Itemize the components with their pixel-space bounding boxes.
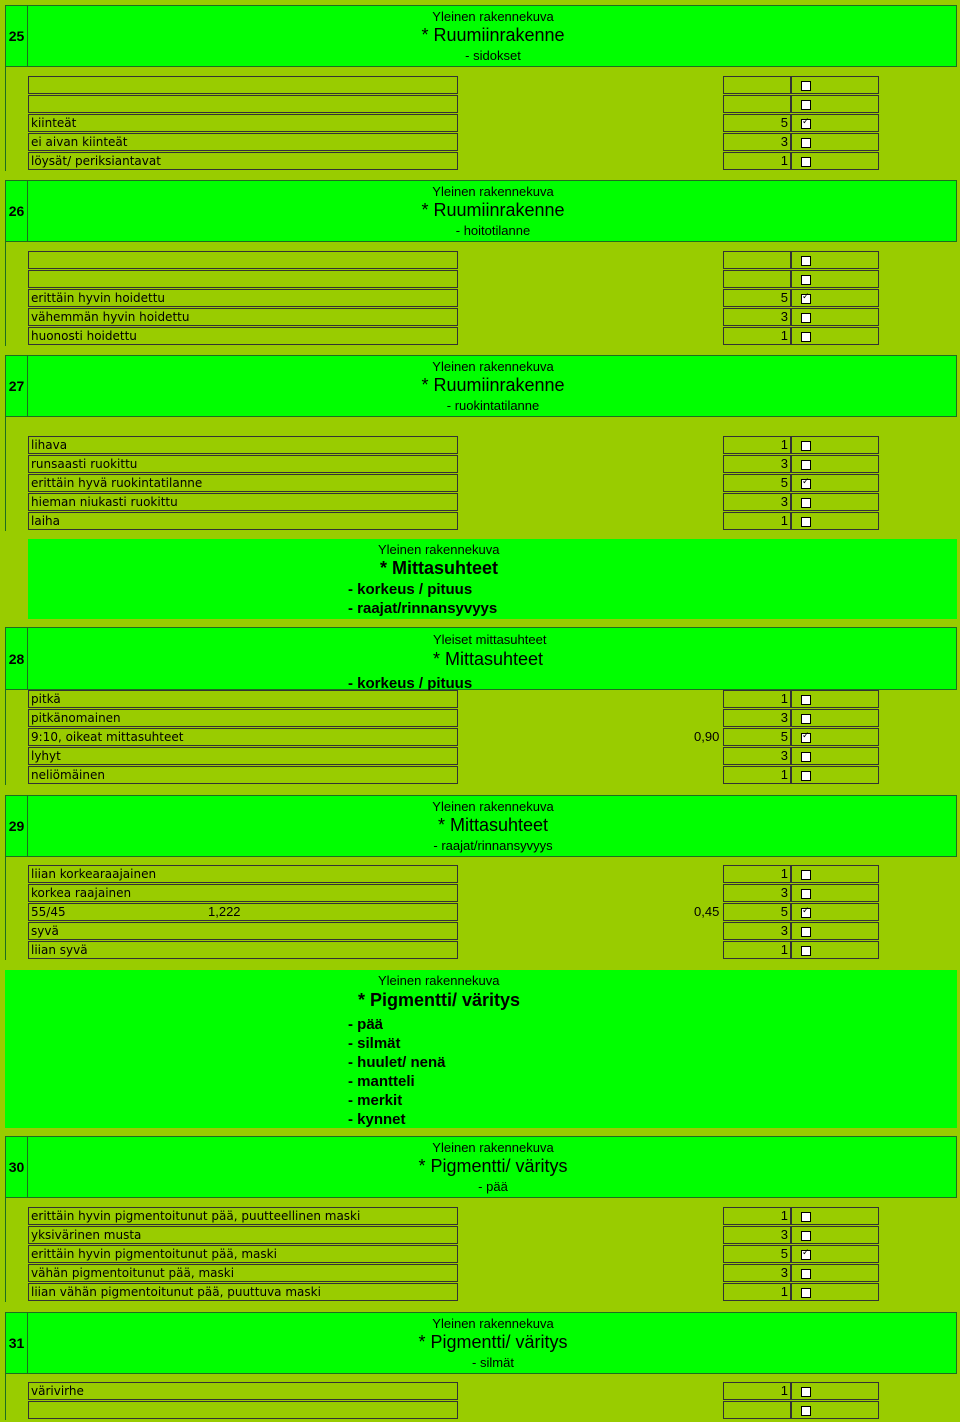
- measured-ratio: 0,90: [694, 729, 720, 744]
- option-checkbox-cell: [791, 766, 879, 784]
- option-checkbox-cell: [791, 474, 879, 492]
- intro-line: - pää: [348, 1016, 384, 1033]
- option-label: pitkä: [28, 690, 458, 708]
- option-checkbox-cell: [791, 1245, 879, 1263]
- option-score: 1: [723, 1283, 791, 1301]
- option-score: 3: [723, 133, 791, 151]
- left-border: [5, 1374, 28, 1420]
- option-score: 5: [723, 1245, 791, 1263]
- option-checkbox[interactable]: [801, 889, 811, 899]
- option-label: 55/45: [28, 903, 458, 921]
- option-score: 5: [723, 114, 791, 132]
- option-label: [28, 1401, 458, 1419]
- option-checkbox-cell: [791, 95, 879, 113]
- option-checkbox[interactable]: [801, 927, 811, 937]
- option-checkbox[interactable]: [801, 294, 811, 304]
- option-score: 1: [723, 512, 791, 530]
- option-label: kiinteät: [28, 114, 458, 132]
- option-checkbox[interactable]: [801, 157, 811, 167]
- intro-top-label: Yleinen rakennekuva: [378, 542, 500, 557]
- section-subtitle: - korkeus / pituus: [348, 675, 473, 692]
- option-label: erittäin hyvin pigmentoitunut pää, maski: [28, 1245, 458, 1263]
- option-checkbox[interactable]: [801, 460, 811, 470]
- option-checkbox[interactable]: [801, 1387, 811, 1397]
- left-border: [5, 690, 28, 785]
- option-label: yksivärinen musta: [28, 1226, 458, 1244]
- section-title: * Ruumiinrakenne: [421, 200, 565, 220]
- section-title: * Mittasuhteet: [433, 649, 544, 669]
- option-checkbox[interactable]: [801, 908, 811, 918]
- left-border: [5, 857, 28, 960]
- section-subtitle: - silmät: [472, 1355, 514, 1370]
- option-score: 1: [723, 1382, 791, 1400]
- option-checkbox-cell: [791, 941, 879, 959]
- option-label: värivirhe: [28, 1382, 458, 1400]
- intro-title: * Pigmentti/ väritys: [358, 990, 521, 1010]
- option-label: ei aivan kiinteät: [28, 133, 458, 151]
- intro-line: - korkeus / pituus: [348, 581, 473, 598]
- intro-line: - huulet/ nenä: [348, 1054, 446, 1071]
- option-label: erittäin hyvä ruokintatilanne: [28, 474, 458, 492]
- section-number: 27: [5, 355, 28, 417]
- intro-line: - raajat/rinnansyvyys: [348, 600, 498, 617]
- option-score: 1: [723, 1207, 791, 1225]
- section-number: 28: [5, 627, 28, 690]
- option-checkbox-cell: [791, 747, 879, 765]
- option-checkbox[interactable]: [801, 275, 811, 285]
- option-checkbox-cell: [791, 884, 879, 902]
- section-title: * Ruumiinrakenne: [421, 25, 565, 45]
- option-label: korkea raajainen: [28, 884, 458, 902]
- option-label: laiha: [28, 512, 458, 530]
- section-number: 30: [5, 1136, 28, 1198]
- option-checkbox[interactable]: [801, 1250, 811, 1260]
- option-score: 1: [723, 766, 791, 784]
- option-score: 5: [723, 903, 791, 921]
- option-score: 5: [723, 474, 791, 492]
- section-top-label: Yleiset mittasuhteet: [433, 632, 547, 647]
- option-checkbox-cell: [791, 270, 879, 288]
- option-checkbox[interactable]: [801, 1269, 811, 1279]
- option-score: 1: [723, 327, 791, 345]
- option-checkbox-cell: [791, 709, 879, 727]
- option-score: [723, 76, 791, 94]
- option-label: pitkänomainen: [28, 709, 458, 727]
- option-checkbox[interactable]: [801, 752, 811, 762]
- option-label: [28, 76, 458, 94]
- option-checkbox[interactable]: [801, 733, 811, 743]
- left-border: [5, 417, 28, 531]
- option-checkbox[interactable]: [801, 870, 811, 880]
- option-label: liian vähän pigmentoitunut pää, puuttuva maski: [28, 1283, 458, 1301]
- option-checkbox[interactable]: [801, 119, 811, 129]
- option-label: runsaasti ruokittu: [28, 455, 458, 473]
- section-number: 29: [5, 795, 28, 857]
- option-label: neliömäinen: [28, 766, 458, 784]
- option-label: erittäin hyvin hoidettu: [28, 289, 458, 307]
- section-subtitle: - pää: [478, 1179, 508, 1194]
- option-checkbox[interactable]: [801, 441, 811, 451]
- option-checkbox-cell: [791, 690, 879, 708]
- option-checkbox-cell: [791, 152, 879, 170]
- section-title: * Mittasuhteet: [437, 815, 549, 835]
- option-checkbox-cell: [791, 493, 879, 511]
- option-checkbox-cell: [791, 1207, 879, 1225]
- option-label: syvä: [28, 922, 458, 940]
- option-checkbox[interactable]: [801, 1212, 811, 1222]
- option-label: erittäin hyvin pigmentoitunut pää, puutteellinen maski: [28, 1207, 458, 1225]
- option-checkbox-cell: [791, 1283, 879, 1301]
- option-checkbox[interactable]: [801, 771, 811, 781]
- option-checkbox[interactable]: [801, 1406, 811, 1416]
- option-score: 3: [723, 493, 791, 511]
- option-label: huonosti hoidettu: [28, 327, 458, 345]
- option-checkbox[interactable]: [801, 256, 811, 266]
- intro-title: * Mittasuhteet: [380, 558, 499, 578]
- section-top-label: Yleinen rakennekuva: [432, 1316, 554, 1331]
- option-score: 5: [723, 728, 791, 746]
- option-checkbox-cell: [791, 1264, 879, 1282]
- option-checkbox-cell: [791, 1382, 879, 1400]
- option-score: 3: [723, 922, 791, 940]
- option-label: [28, 251, 458, 269]
- section-top-label: Yleinen rakennekuva: [432, 359, 554, 374]
- option-score: 1: [723, 865, 791, 883]
- option-checkbox-cell: [791, 133, 879, 151]
- section-number: 26: [5, 180, 28, 242]
- option-checkbox[interactable]: [801, 81, 811, 91]
- section-subtitle: - raajat/rinnansyvyys: [433, 838, 553, 853]
- option-label: liian korkearaajainen: [28, 865, 458, 883]
- section-subtitle: - sidokset: [465, 48, 521, 63]
- option-score: 5: [723, 289, 791, 307]
- option-checkbox[interactable]: [801, 946, 811, 956]
- section-top-label: Yleinen rakennekuva: [432, 1140, 554, 1155]
- option-checkbox-cell: [791, 512, 879, 530]
- intro-line: - kynnet: [348, 1111, 406, 1128]
- option-score: 3: [723, 709, 791, 727]
- section-title: * Pigmentti/ väritys: [418, 1332, 568, 1352]
- option-label: liian syvä: [28, 941, 458, 959]
- intro-top-label: Yleinen rakennekuva: [378, 973, 500, 988]
- option-score: 3: [723, 884, 791, 902]
- section-number: 25: [5, 5, 28, 67]
- option-checkbox-cell: [791, 327, 879, 345]
- option-checkbox[interactable]: [801, 313, 811, 323]
- option-label: 9:10, oikeat mittasuhteet: [28, 728, 458, 746]
- option-checkbox[interactable]: [801, 498, 811, 508]
- option-checkbox-cell: [791, 922, 879, 940]
- option-label: lihava: [28, 436, 458, 454]
- intro-line: - merkit: [348, 1092, 403, 1109]
- option-checkbox-cell: [791, 289, 879, 307]
- option-label: [28, 270, 458, 288]
- option-checkbox-cell: [791, 455, 879, 473]
- section-number: 31: [5, 1312, 28, 1374]
- section-subtitle: - ruokintatilanne: [446, 398, 540, 413]
- option-checkbox-cell: [791, 903, 879, 921]
- option-score: [723, 1401, 791, 1419]
- option-checkbox[interactable]: [801, 479, 811, 489]
- option-score: 1: [723, 941, 791, 959]
- section-top-label: Yleinen rakennekuva: [432, 184, 554, 199]
- option-checkbox-cell: [791, 308, 879, 326]
- section-top-label: Yleinen rakennekuva: [432, 799, 554, 814]
- measured-ratio: 0,45: [694, 904, 720, 919]
- option-label: vähemmän hyvin hoidettu: [28, 308, 458, 326]
- option-checkbox-cell: [791, 1226, 879, 1244]
- option-score: [723, 270, 791, 288]
- option-score: 1: [723, 152, 791, 170]
- option-score: 1: [723, 436, 791, 454]
- left-border: [5, 242, 28, 346]
- option-checkbox[interactable]: [801, 138, 811, 148]
- option-score: 3: [723, 308, 791, 326]
- option-checkbox[interactable]: [801, 100, 811, 110]
- option-checkbox[interactable]: [801, 517, 811, 527]
- measured-value: 1,222: [208, 904, 241, 919]
- option-score: 3: [723, 747, 791, 765]
- option-checkbox[interactable]: [801, 695, 811, 705]
- option-checkbox-cell: [791, 1401, 879, 1419]
- option-score: 3: [723, 1226, 791, 1244]
- option-label: [28, 95, 458, 113]
- option-label: lyhyt: [28, 747, 458, 765]
- left-border: [5, 67, 28, 171]
- section-title: * Pigmentti/ väritys: [418, 1156, 568, 1176]
- intro-line: - silmät: [348, 1035, 401, 1052]
- option-checkbox-cell: [791, 436, 879, 454]
- option-checkbox-cell: [791, 728, 879, 746]
- option-checkbox[interactable]: [801, 1288, 811, 1298]
- section-top-label: Yleinen rakennekuva: [432, 9, 554, 24]
- option-checkbox[interactable]: [801, 1231, 811, 1241]
- option-score: [723, 251, 791, 269]
- option-score: [723, 95, 791, 113]
- option-checkbox-cell: [791, 865, 879, 883]
- option-score: 3: [723, 455, 791, 473]
- intro-line: - mantteli: [348, 1073, 415, 1090]
- option-score: 1: [723, 690, 791, 708]
- option-checkbox-cell: [791, 76, 879, 94]
- option-checkbox-cell: [791, 251, 879, 269]
- option-label: löysät/ periksiantavat: [28, 152, 458, 170]
- section-title: * Ruumiinrakenne: [421, 375, 565, 395]
- left-border: [5, 1198, 28, 1302]
- option-score: 3: [723, 1264, 791, 1282]
- section-subtitle: - hoitotilanne: [455, 223, 531, 238]
- option-label: hieman niukasti ruokittu: [28, 493, 458, 511]
- option-checkbox-cell: [791, 114, 879, 132]
- option-checkbox[interactable]: [801, 714, 811, 724]
- option-checkbox[interactable]: [801, 332, 811, 342]
- option-label: vähän pigmentoitunut pää, maski: [28, 1264, 458, 1282]
